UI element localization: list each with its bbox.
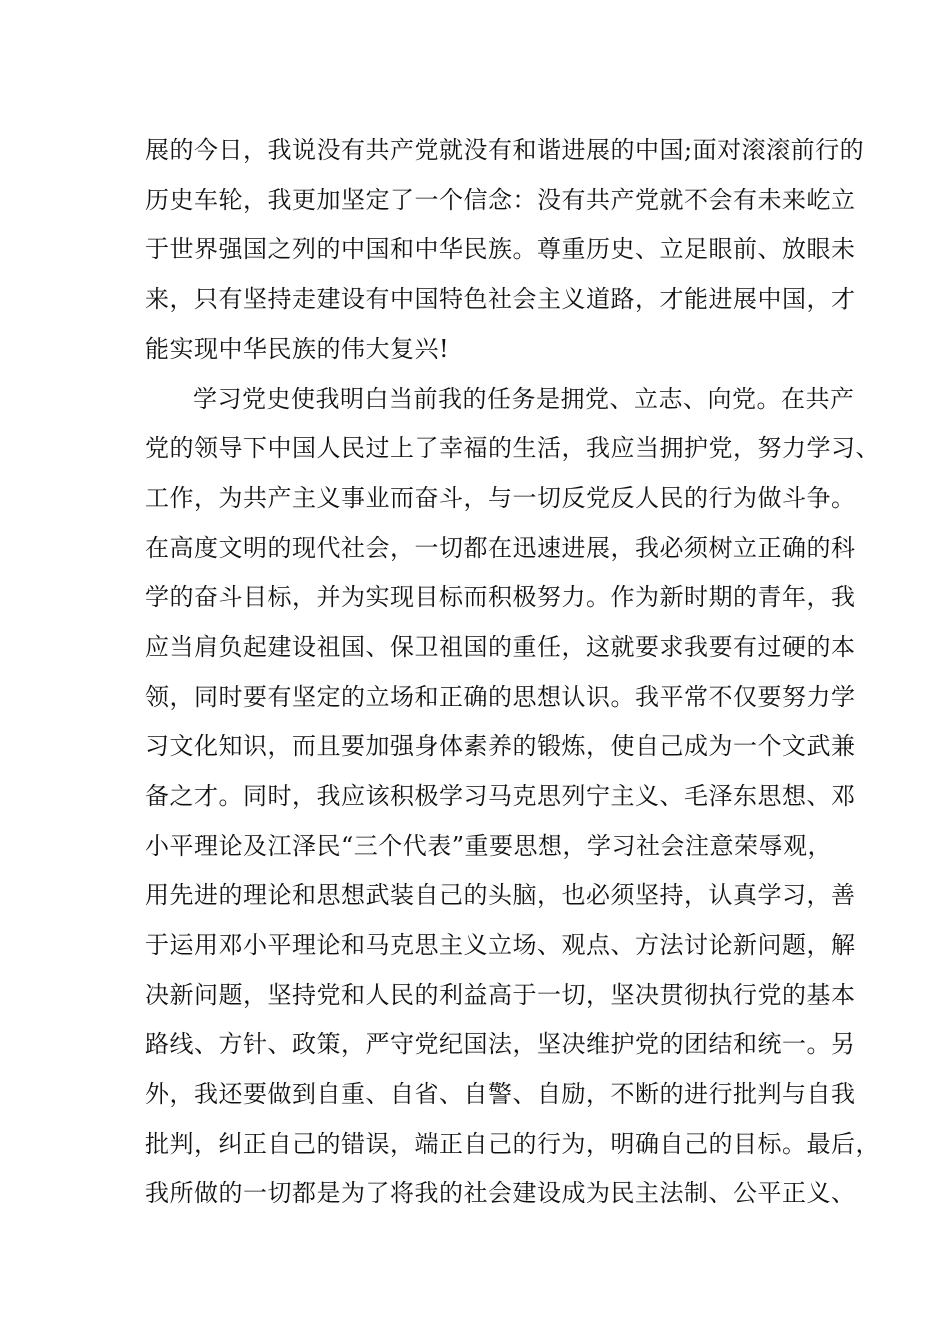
text-line: 决新问题，坚持党和人民的利益高于一切，坚决贯彻执行党的基本 bbox=[145, 981, 856, 1009]
text-line: 学的奋斗目标，并为实现目标而积极努力。作为新时期的青年，我 bbox=[145, 583, 856, 611]
text-line: 批判，纠正自己的错误，端正自己的行为，明确自己的目标。最后， bbox=[145, 1130, 880, 1158]
text-line: 我所做的一切都是为了将我的社会建设成为民主法制、公平正义、 bbox=[145, 1179, 856, 1207]
text-line: 习文化知识，而且要加强身体素养的锻炼，使自己成为一个文武兼 bbox=[145, 732, 856, 760]
text-line: 于运用邓小平理论和马克思主义立场、观点、方法讨论新问题，解 bbox=[145, 931, 856, 959]
text-line: 于世界强国之列的中国和中华民族。尊重历史、立足眼前、放眼未 bbox=[145, 235, 856, 263]
text-line: 应当肩负起建设祖国、保卫祖国的重任，这就要求我要有过硬的本 bbox=[145, 633, 856, 661]
text-line: 小平理论及江泽民“三个代表”重要思想，学习社会注意荣辱观， bbox=[145, 832, 833, 860]
text-line: 外，我还要做到自重、自省、自警、自励，不断的进行批判与自我 bbox=[145, 1080, 856, 1108]
text-line: 在高度文明的现代社会，一切都在迅速进展，我必须树立正确的科 bbox=[145, 534, 856, 562]
text-line: 备之才。同时，我应该积极学习马克思列宁主义、毛泽东思想、邓 bbox=[145, 782, 856, 810]
text-line: 展的今日，我说没有共产党就没有和谐进展的中国;面对滚滚前行的 bbox=[145, 136, 865, 164]
text-line: 能实现中华民族的伟大复兴! bbox=[145, 335, 450, 363]
text-line: 来，只有坚持走建设有中国特色社会主义道路，才能进展中国，才 bbox=[145, 285, 856, 313]
text-line: 历史车轮，我更加坚定了一个信念：没有共产党就不会有未来屹立 bbox=[145, 186, 856, 214]
text-line: 领，同时要有坚定的立场和正确的思想认识。我平常不仅要努力学 bbox=[145, 683, 856, 711]
text-line: 工作，为共产主义事业而奋斗，与一切反党反人民的行为做斗争。 bbox=[145, 484, 856, 512]
text-line: 党的领导下中国人民过上了幸福的生活，我应当拥护党，努力学习、 bbox=[145, 434, 880, 462]
text-line: 用先进的理论和思想武装自己的头脑，也必须坚持，认真学习，善 bbox=[145, 881, 856, 909]
text-line: 学习党史使我明白当前我的任务是拥党、立志、向党。在共产 bbox=[193, 385, 855, 413]
text-line: 路线、方针、政策，严守党纪国法，坚决维护党的团结和统一。另 bbox=[145, 1030, 856, 1058]
